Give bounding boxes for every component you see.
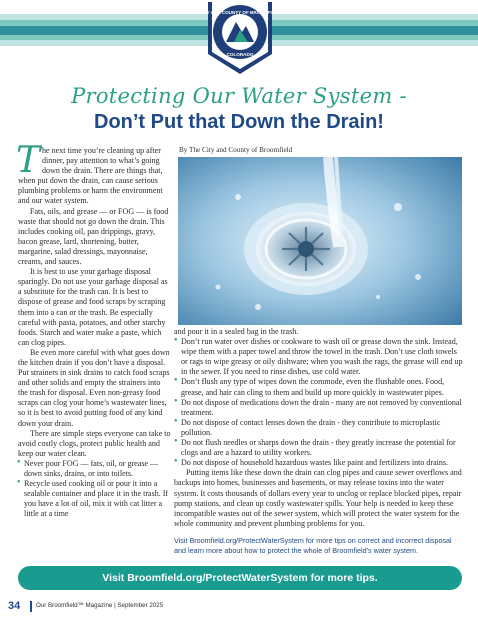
right-column (174, 327, 464, 529)
bullet-item: • Recycle used cooking oil or pour it into a sealable container and place it in the trash. If you have a lot of oil, mix it with cat litter a little at a time (18, 479, 172, 519)
footer-divider (30, 601, 32, 612)
article-title-script: Protecting Our Water System - (71, 84, 407, 108)
paragraph-5: There are simple steps everyone can take to avoid costly clogs, protect public health and keep our water clean. (18, 428, 171, 458)
paragraph-6: Putting items like these down the drain can clog pipes and cause sewer overflows and backups into homes, businesses and basements, or may release toxins into the water system. It costs thousands of dollars every year to unclog or replace blocked pipes, repair pump stations, and clean up costly wastewater spills. Your help is needed to keep these incompatible wastes out of the sewer system, which will protect the water system for the whole community and prevent plumbing problems for you. (174, 468, 462, 528)
bullet-item: • Do not dispose of household hazardous wastes like paint and fertilizers into drains. (174, 458, 464, 468)
paragraph-3: It is best to use your garbage disposal sparingly. Do not use your garbage disposal as a substitute for the trash can. It is best to dispose of grease and food scraps by scraping them into a can or the trash. Be especially careful with pasta, potatoes, and other starchy foods. Starch and water make a paste, which can clog pipes. (18, 267, 168, 347)
bullet-item: • Never pour FOG — fats, oil, or grease — down sinks, drains, or into toilets. (18, 459, 172, 479)
left-column (16, 140, 172, 519)
paragraph-1 (16, 140, 172, 207)
bullet-item: • Don’t flush any type of wipes down the commode, even the flushable ones. Food, grease, and hair can cling to them and build up more quickly in wastewater pipes. (174, 377, 464, 397)
continued-text: and pour it in a sealed bag in the trash. (174, 327, 299, 336)
paragraph-4: Be even more careful with what goes down the kitchen drain if you don’t have a disposal. Put strainers in sink drains to catch food scraps and other solids and empty the strainers into the trash for disposal. Even non-greasy food scraps can clog your home’s wastewater lines, so it is best to avoid putting food of any kind down your drain. (18, 347, 170, 428)
bullet-item: • Do not flush needles or sharps down the drain - they greatly increase the potential for clogs and are a hazard to utility workers. (174, 438, 464, 458)
page-number: 34 (8, 600, 21, 612)
seal-state-text: COLORADO (226, 52, 254, 57)
paragraph-2: Fats, oils, and grease — or FOG — is food waste that should not go down the drain. This includes cooking oil, pan drippings, gravy, bacon grease, lard, shortening, butter, margarine, salad dressings, mayonnaise, creams, and sauces. (18, 206, 169, 267)
website-note[interactable]: Visit Broomfield.org/ProtectWaterSystem for more tips on correct and incorrect disposal and learn more about how to protect the whole of Broomfield’s water system. (174, 536, 452, 555)
footer-publication: Our Broomfield™ Magazine | September 2025 (36, 602, 164, 609)
bullet-item: • Do not dispose of medications down the drain - many are not removed by conventional treatment. (174, 398, 464, 418)
bullet-item: • Do not dispose of contact lenses down the drain - they contribute to microplastic pollution. (174, 418, 464, 438)
city-seal-logo (199, 2, 281, 76)
website-banner[interactable]: Visit Broomfield.org/ProtectWaterSystem for more tips. (18, 566, 462, 590)
article-title: Don’t Put that Down the Drain! (94, 111, 384, 133)
drop-cap: T (16, 140, 41, 181)
seal-ring-text: CITY AND COUNTY OF BROOMFIELD (199, 10, 281, 15)
sink-drain-photo (178, 157, 462, 325)
bullet-item: • Don’t run water over dishes or cookware to wash oil or grease down the sink. Instead, wipe them with a paper towel and throw the towel in the trash. Don’t use cloth towels or rags to wipe greasy or oily dishware; when you wash the rags, the grease will end up in the sewer. If you need to rinse dishes, use cold water. (174, 337, 464, 377)
paragraph-1-text: he next time you’re cleaning up after dinner, pay attention to what’s going down the drain. There are things that, when put down the drain, can cause serious plumbing problems or harm the environment and our water system. (18, 146, 163, 206)
byline: By The City and County of Broomfield (179, 146, 293, 154)
